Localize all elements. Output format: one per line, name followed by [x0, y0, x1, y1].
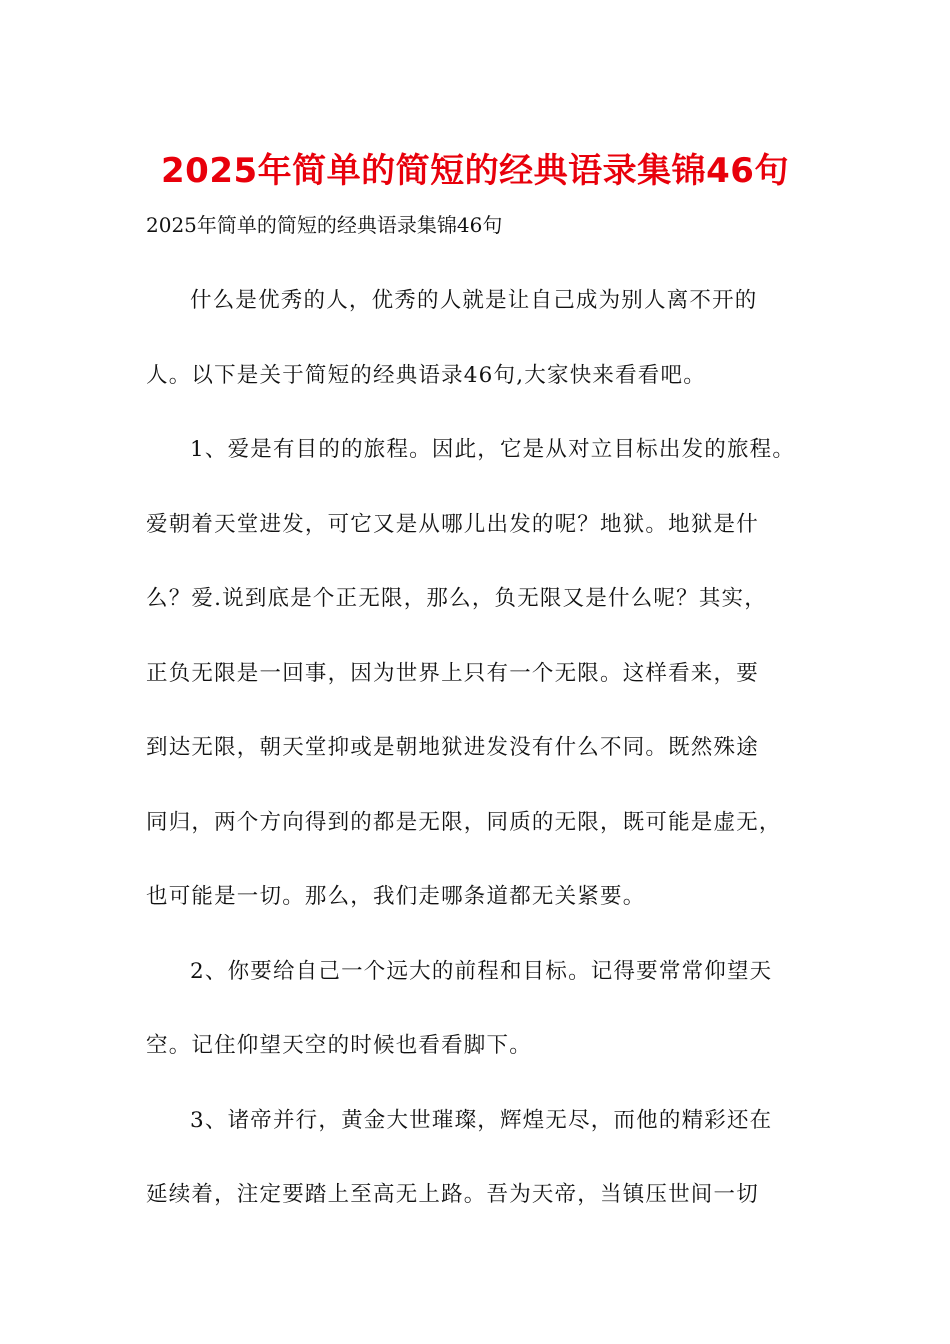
- paragraph-line: 同归，两个方向得到的都是无限，同质的无限，既可能是虚无，: [146, 810, 782, 835]
- document-subtitle: 2025年简单的简短的经典语录集锦46句: [146, 213, 503, 237]
- paragraph-line: 爱朝着天堂进发，可它又是从哪儿出发的呢？地狱。地狱是什: [146, 512, 759, 537]
- paragraph-line: 也可能是一切。那么，我们走哪条道都无关紧要。: [146, 884, 646, 909]
- paragraph-line: 1、爱是有目的的旅程。因此，它是从对立目标出发的旅程。: [190, 437, 796, 462]
- document-title: 2025年简单的简短的经典语录集锦46句: [161, 151, 789, 191]
- paragraph-line: 什么是优秀的人，优秀的人就是让自己成为别人离不开的: [190, 288, 758, 313]
- paragraph-line: 2、你要给自己一个远大的前程和目标。记得要常常仰望天: [190, 959, 773, 984]
- paragraph-line: 到达无限，朝天堂抑或是朝地狱进发没有什么不同。既然殊途: [146, 735, 759, 760]
- paragraph-line: 延续着，注定要踏上至高无上路。吾为天帝，当镇压世间一切: [146, 1182, 759, 1207]
- paragraph-line: 人。以下是关于简短的经典语录46句,大家快来看看吧。: [146, 363, 706, 388]
- paragraph-line: 正负无限是一回事，因为世界上只有一个无限。这样看来，要: [146, 661, 759, 686]
- paragraph-line: 3、诸帝并行，黄金大世璀璨，辉煌无尽，而他的精彩还在: [190, 1108, 773, 1133]
- paragraph-line: 空。记住仰望天空的时候也看看脚下。: [146, 1033, 532, 1058]
- paragraph-line: 么？爱.说到底是个正无限，那么，负无限又是什么呢？其实，: [146, 586, 767, 611]
